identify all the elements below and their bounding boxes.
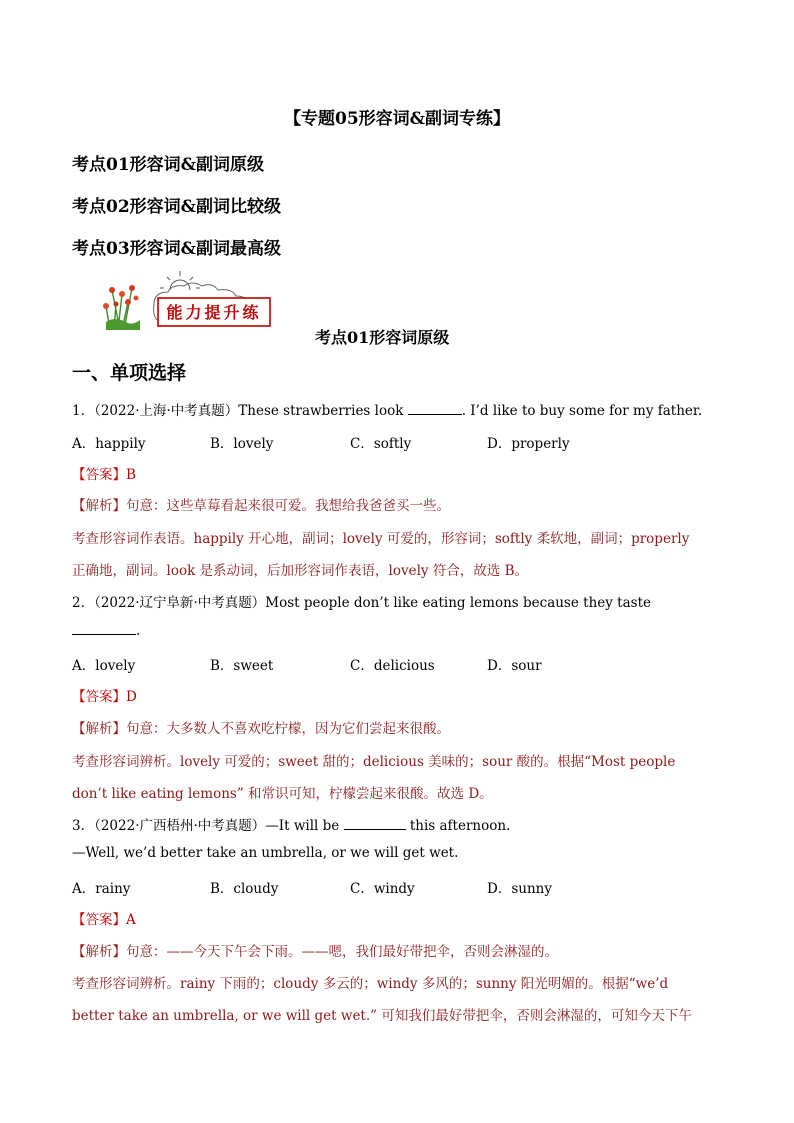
topic-02: 考点02形容词&副词比较级 [72,197,282,217]
question-3-analysis-1: 【解析】句意：——今天下午会下雨。——嗯，我们最好带把伞，否则会淋湿的。 [72,944,558,960]
question-2-analysis-2: 考查形容词辨析。lovely 可爱的；sweet 甜的；delicious 美味的；sour 酸的。根据“Most people [72,754,676,770]
option-a: A．rainy [72,881,131,897]
question-2-stem: 2．（2022·辽宁阜新·中考真题）Most people don’t like eating lemons because they taste [72,595,651,611]
option-c: C．windy [350,881,415,897]
document-title: 【专题05形容词&副词专练】 [283,109,510,129]
plant-icon [103,285,140,330]
option-d: D．properly [487,436,570,452]
banner-label: 能力提升练 [166,303,262,322]
question-1-stem: 1．（2022·上海·中考真题）These strawberries look . I’d like to buy some for my father. [72,403,703,419]
answer-blank [72,622,136,635]
sun-icon [160,271,200,290]
option-c: C．softly [350,436,412,452]
question-1-analysis-3: 正确地，副词。look 是系动词，后加形容词作表语，lovely 符合，故选 B。 [72,563,529,579]
question-2-answer: 【答案】D [72,689,137,705]
question-1-analysis-1: 【解析】句意：这些草莓看起来很可爱。我想给我爸爸买一些。 [72,498,450,514]
option-b: B．cloudy [210,881,279,897]
topic-03: 考点03形容词&副词最高级 [72,239,282,259]
option-b: B．sweet [210,658,274,674]
question-3-analysis-3: better take an umbrella, or we will get wet.” 可知我们最好带把伞，否则会淋湿的，可知今天下午 [72,1008,692,1024]
option-a: A．lovely [72,658,136,674]
question-3-stem-cont: —Well, we’d better take an umbrella, or we will get wet. [72,845,459,861]
topic-01: 考点01形容词&副词原级 [72,155,265,175]
option-d: D．sunny [487,881,552,897]
question-3-answer: 【答案】A [72,912,136,928]
subsection-title: 考点01形容词原级 [315,328,450,347]
answer-blank [408,402,462,415]
section-heading: 一、单项选择 [72,362,187,384]
question-2-analysis-1: 【解析】句意：大多数人不喜欢吃柠檬，因为它们尝起来很酸。 [72,721,450,737]
question-3-analysis-2: 考查形容词辨析。rainy 下雨的；cloudy 多云的；windy 多风的；sunny 阳光明媚的。根据“we’d [72,976,669,992]
answer-blank [344,817,406,830]
question-3-stem: 3．（2022·广西梧州·中考真题）—It will be this afternoon. [72,818,511,834]
option-d: D．sour [487,658,542,674]
question-2-stem-cont: . [72,622,140,639]
option-b: B．lovely [210,436,274,452]
option-c: C．delicious [350,658,435,674]
option-a: A．happily [72,436,146,452]
banner-decoration [92,264,288,336]
question-1-answer: 【答案】B [72,467,136,483]
question-1-analysis-2: 考查形容词作表语。happily 开心地，副词；lovely 可爱的，形容词；softly 柔软地，副词；properly [72,531,690,547]
question-2-analysis-3: don’t like eating lemons” 和常识可知，柠檬尝起来很酸。故选 D。 [72,786,493,802]
